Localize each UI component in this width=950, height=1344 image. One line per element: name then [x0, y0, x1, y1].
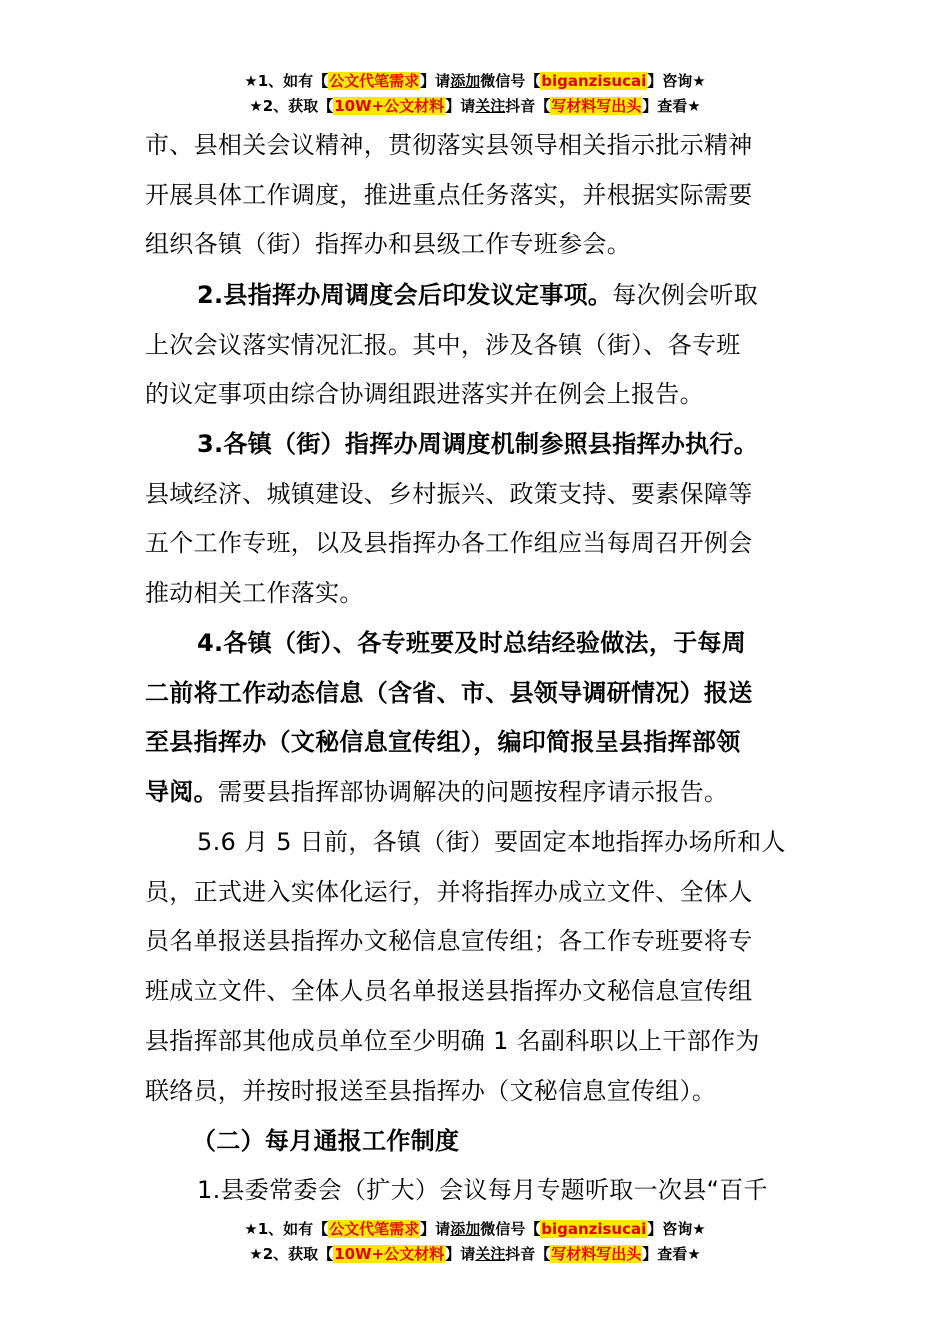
banner-highlight: 写材料写出头 [551, 1245, 642, 1263]
paragraph-2-first-line [197, 280, 758, 310]
banner-text: ★2、获取【 [249, 1245, 334, 1263]
banner-text: 】请 [445, 97, 476, 115]
banner-text: 微信号【 [480, 1220, 541, 1238]
body-line: 的议定事项由综合协调组跟进落实并在例会上报告。 [145, 380, 704, 408]
paragraph-2-heading: 2.县指挥办周调度会后印发议定事项。 [197, 281, 613, 309]
section-2-line: 1.县委常委会（扩大）会议每月专题听取一次县“百千 [197, 1176, 768, 1204]
paragraph-2-text: 每次例会听取 [612, 281, 759, 309]
banner-underlined: 关注 [475, 97, 506, 115]
banner-text: 】查看★ [642, 97, 701, 115]
paragraph-4-text: 需要县指挥部协调解决的问题按程序请示报告。 [217, 778, 729, 806]
banner-underlined: 添加 [450, 72, 481, 90]
paragraph-5-line: 员名单报送县指挥办文秘信息宣传组；各工作专班要将专 [145, 927, 753, 955]
banner-highlight: 公文代笔需求 [329, 72, 420, 90]
body-line: 县域经济、城镇建设、乡村振兴、政策支持、要素保障等 [145, 480, 753, 508]
body-line: 市、县相关会议精神，贯彻落实县领导相关指示批示精神 [145, 131, 753, 159]
promo-banner-top-line-2 [0, 95, 950, 117]
paragraph-5-line: 5.6 月 5 日前，各镇（街）要固定本地指挥办场所和人 [197, 828, 786, 856]
paragraph-4-line: 4.各镇（街）、各专班要及时总结经验做法，于每周 [197, 629, 747, 657]
banner-text: ★2、获取【 [249, 97, 334, 115]
paragraph-5-line: 员，正式进入实体化运行，并将指挥办成立文件、全体人 [145, 878, 753, 906]
banner-text: 】请 [445, 1245, 476, 1263]
banner-text: ★1、如有【 [244, 1220, 329, 1238]
body-line: 推动相关工作落实。 [145, 579, 364, 607]
paragraph-3-heading: 3.各镇（街）指挥办周调度机制参照县指挥办执行。 [197, 430, 759, 458]
banner-highlight: biganzisucai [541, 1220, 647, 1238]
promo-banner-bottom-line-1 [0, 1218, 950, 1240]
banner-text: 微信号【 [480, 72, 541, 90]
banner-text: 抖音【 [505, 97, 551, 115]
body-line: 五个工作专班，以及县指挥办各工作组应当每周召开例会 [145, 529, 753, 557]
promo-banner-bottom-line-2 [0, 1243, 950, 1265]
banner-text: ★1、如有【 [244, 72, 329, 90]
banner-text: 】咨询★ [647, 72, 706, 90]
banner-text: 】咨询★ [647, 1220, 706, 1238]
paragraph-4-line: 至县指挥办（文秘信息宣传组），编印简报呈县指挥部领 [145, 728, 741, 756]
banner-text: 】查看★ [642, 1245, 701, 1263]
banner-highlight: 10W+公文材料 [334, 1245, 445, 1263]
banner-text: 】请 [420, 1220, 451, 1238]
banner-highlight: 写材料写出头 [551, 97, 642, 115]
paragraph-4-bold-end: 导阅。 [145, 778, 218, 806]
banner-highlight: 公文代笔需求 [329, 1220, 420, 1238]
paragraph-4-line: 二前将工作动态信息（含省、市、县领导调研情况）报送 [145, 679, 753, 707]
paragraph-4-last-line [145, 777, 728, 807]
banner-text: 】请 [420, 72, 451, 90]
section-heading: （二）每月通报工作制度 [192, 1127, 460, 1155]
banner-text: 抖音【 [505, 1245, 551, 1263]
banner-highlight: biganzisucai [541, 72, 647, 90]
paragraph-5-line: 班成立文件、全体人员名单报送县指挥办文秘信息宣传组 [145, 977, 753, 1005]
banner-highlight: 10W+公文材料 [334, 97, 445, 115]
body-line: 开展具体工作调度，推进重点任务落实，并根据实际需要 [145, 181, 753, 209]
banner-underlined: 关注 [475, 1245, 506, 1263]
promo-banner-top-line-1 [0, 70, 950, 92]
body-line: 上次会议落实情况汇报。其中，涉及各镇（街）、各专班 [145, 331, 741, 359]
paragraph-5-line: 联络员，并按时报送至县指挥办（文秘信息宣传组）。 [145, 1077, 717, 1105]
banner-underlined: 添加 [450, 1220, 481, 1238]
paragraph-5-line: 县指挥部其他成员单位至少明确 1 名副科职以上干部作为 [145, 1027, 760, 1055]
body-line: 组织各镇（街）指挥办和县级工作专班参会。 [145, 230, 631, 258]
